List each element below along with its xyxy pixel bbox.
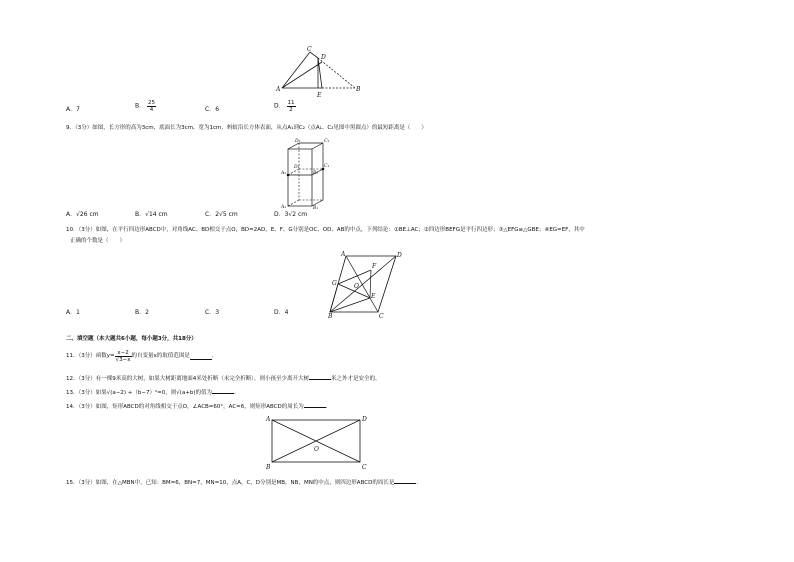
q9-label-b2: B₂ [313,171,319,176]
q10-option-b[interactable]: B．2 [135,309,149,316]
q8-label-c: C [307,46,312,53]
q10-question-text-line2: 正确的个数是（ ） [70,238,126,244]
q9-cuboid-figure [280,137,340,209]
q8-option-c[interactable]: C．6 [205,106,220,113]
q14-label-o: O [314,446,319,453]
q10-label-f: F [372,263,377,270]
q14-label-a: A [266,416,271,423]
q9-option-a[interactable]: A．√26 cm [66,211,99,218]
q11-answer-blank[interactable] [190,353,212,360]
q10-parallelogram-figure [328,250,408,318]
q9-label-a2: A₂ [281,171,287,176]
q9-question-text: 9．（3分）如图，长方形的高为3cm，底面长为3cm，宽为1cm，蚂蚁沿长方体表面，从点A₁到C₂（点A₁、C₂见图中黑圆点）的最短距离是（ ） [66,125,427,131]
q12-question: 12．（3分）有一棵9米高的大树，如果大树距离地面4米处折断（未完全折断），则小孩至少离开大树 米之外才是安全的。 [66,373,381,383]
q10-question-text: 10．（3分）如图，在平行四边形ABCD中，对角线AC、BD相交于点O，BD=2AD，E、F、G分别是OC、OD、AB的中点，下列结论：①BE⊥AC；②四边形BEFG是平行四边形；③△EFG≌△GBE；④EG=EF，其中 [66,227,585,233]
q9-label-c1: C₁ [324,164,330,169]
q15-question: 15．（3分）如图，在△MBN中，已知：BM=6，BN=7，MN=10，点A，C，D分别是MB，NB，MN的中点，则四边形ABCD的周长是 ． [66,477,422,487]
q10-label-e: E [371,293,376,300]
q8-label-a: A [276,86,281,93]
q14-question: 14．（3分）如图，矩形ABCD的对角线相交于点O，∠ACB=60°，AC=6，则矩形ABCD的周长为 ． [66,401,331,411]
q9-option-d[interactable]: D．3√2 cm [274,211,308,218]
q8-option-a[interactable]: A．7 [66,106,80,113]
q8-option-d[interactable]: D． $\frac{11}{2}$ [274,100,295,113]
q13-question: 13．（3分）如果√(a−2) +（b−7）²=0，则√(a+b)的值为 ． [66,387,240,397]
q10-label-a: A [341,251,346,258]
q10-option-a[interactable]: A．1 [66,309,80,316]
q9-label-c2: C₂ [324,139,330,144]
q9-label-b1: B₁ [313,206,319,211]
q8-option-b[interactable]: B． $\frac{25}{4}$ [135,100,156,113]
q13-answer-blank[interactable] [212,387,234,394]
q9-label-d1: D₁ [294,165,300,170]
q10-label-c: C [379,313,384,320]
q15-answer-blank[interactable] [394,477,416,484]
q9-label-d2: D₂ [295,139,301,144]
q11-question: 11．（3分）函数y= $\frac{x-2}{√3-x}$ 的自变量x的取值范围是 ． [66,350,218,363]
q12-answer-blank[interactable] [309,373,331,380]
q8-option-d-fraction: $\frac{11}{2}$ [287,100,295,113]
q14-label-b: B [266,464,271,471]
q10-label-o: O [354,283,359,290]
q10-label-g: G [332,280,337,287]
q8-label-d: D [321,54,326,61]
q10-label-b: B [328,313,333,320]
q8-option-b-fraction: $\frac{25}{4}$ [148,100,156,113]
section-heading-fill-in: 二、填空题（本大题共6小题，每小题3分，共18分） [66,336,197,342]
q10-option-d[interactable]: D．4 [274,309,289,316]
q9-option-c[interactable]: C．2√5 cm [205,211,238,218]
q14-label-c: C [362,464,367,471]
q14-label-d: D [362,416,367,423]
q9-option-b[interactable]: B．√14 cm [135,211,168,218]
q8-figure [270,44,370,104]
q9-label-a1: A₁ [281,205,287,210]
q10-label-d: D [397,252,402,259]
q11-fraction: $\frac{x-2}{√3-x}$ [115,350,131,363]
q10-option-c[interactable]: C．3 [205,309,220,316]
q8-label-b: B [356,86,361,93]
q14-answer-blank[interactable] [304,401,326,408]
q8-label-e: E [317,92,322,99]
q14-rectangle-figure [262,414,372,472]
